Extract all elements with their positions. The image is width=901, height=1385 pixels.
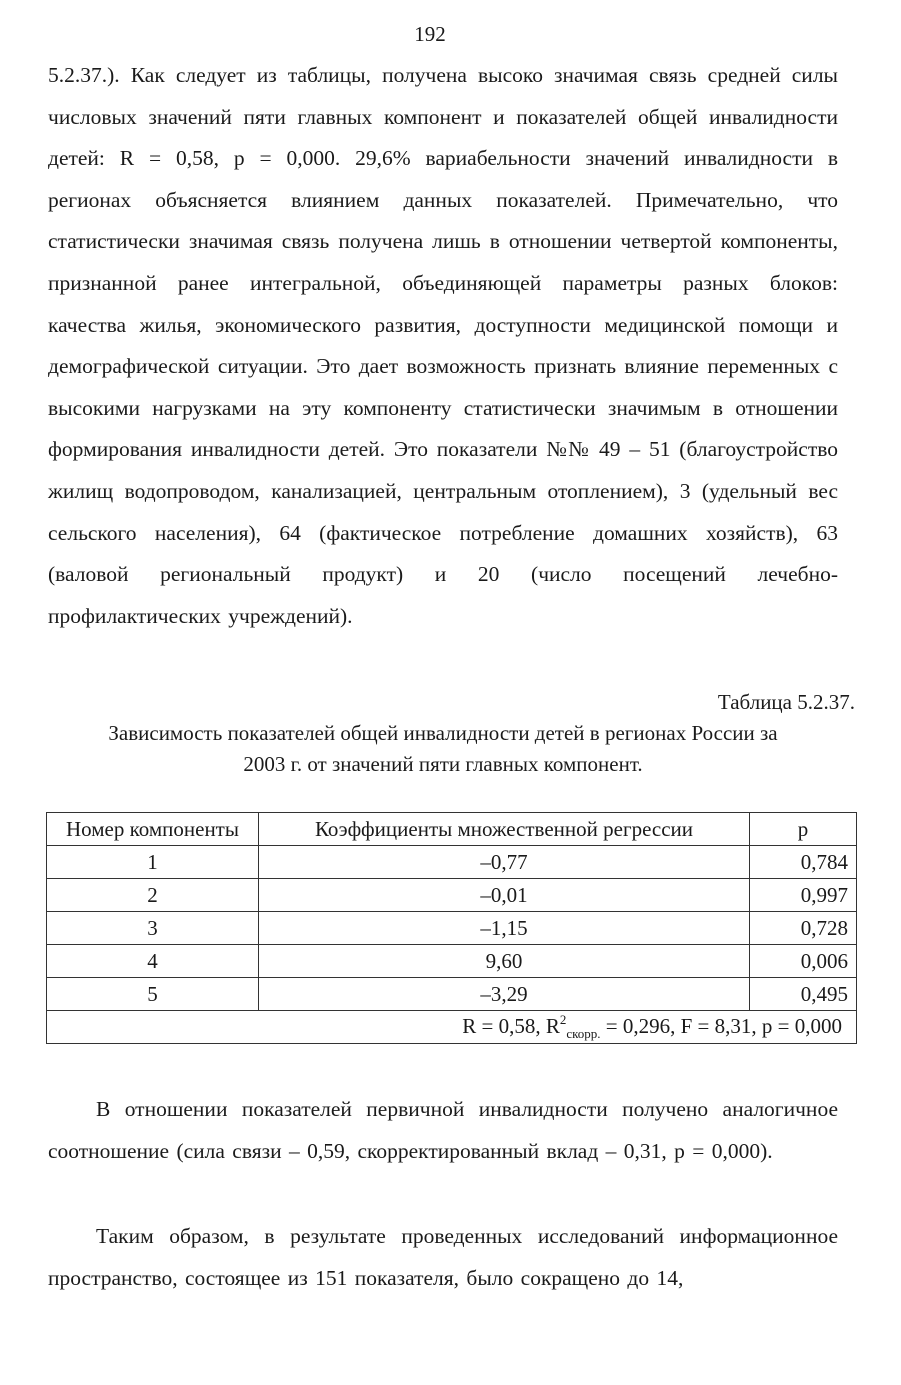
summary-r2-superscript: 2	[559, 1012, 567, 1027]
table-header-row	[47, 813, 857, 846]
table-row	[47, 912, 857, 945]
cell-p: 0,728	[750, 912, 857, 945]
header-coefficients: Коэффициенты множественной регрессии	[259, 813, 750, 846]
table-row	[47, 879, 857, 912]
table-row	[47, 945, 857, 978]
cell-component: 3	[47, 912, 259, 945]
cell-p: 0,784	[750, 846, 857, 879]
cell-component: 4	[47, 945, 259, 978]
table-row	[47, 978, 857, 1011]
header-p: p	[750, 813, 857, 846]
paragraph-intro: 5.2.37.). Как следует из таблицы, получена высоко значимая связь средней силы числовых значений пяти главных компонент и показателей общей инвалидности детей: R = 0,58, p = 0,000. 29,6% вариабельности значений инвалидности в регионах объясняется влиянием данных показателей. Примечательно, что статистически значимая связь получена лишь в отношении четвертой компоненты, признанной ранее интегральной, объединяющей параметры разных блоков: качества жилья, экономического развития, доступности медицинской помощи и демографической ситуации. Это дает возможность признать влияние переменных с высокими нагрузками на эту компоненту статистически значимым в отношении формирования инвалидности детей. Это показатели №№ 49 – 51 (благоустройство жилищ водопроводом, канализацией, центральным отоплением), 3 (удельный вес сельского населения), 64 (фактическое потребление домашних хозяйств), 63 (валовой региональный продукт) и 20 (число посещений лечебно-профилактических учреждений).	[48, 63, 838, 628]
summary-statistics	[47, 1011, 857, 1044]
summary-r: R = 0,58, R	[462, 1014, 560, 1038]
paragraph-primary-disability: В отношении показателей первичной инвалидности получено аналогичное соотношение (сила связи – 0,59, скорректированный вклад – 0,31, p = 0,000).	[48, 1097, 838, 1163]
cell-coefficient: –0,77	[259, 846, 750, 879]
summary-rest: = 0,296, F = 8,31, p = 0,000	[600, 1014, 842, 1038]
header-component: Номер компоненты	[47, 813, 259, 846]
table-title-line1: Зависимость показателей общей инвалидности детей в регионах России за	[108, 721, 778, 745]
table-title-line2: 2003 г. от значений пяти главных компонент.	[243, 752, 643, 776]
cell-coefficient: –0,01	[259, 879, 750, 912]
cell-coefficient: –3,29	[259, 978, 750, 1011]
page-number: 192	[414, 22, 446, 46]
regression-table	[46, 812, 857, 1044]
paragraph-conclusion: Таким образом, в результате проведенных исследований информационное пространство, состоящее из 151 показателя, было сокращено до 14,	[48, 1224, 838, 1290]
cell-p: 0,997	[750, 879, 857, 912]
cell-component: 1	[47, 846, 259, 879]
cell-component: 5	[47, 978, 259, 1011]
cell-p: 0,495	[750, 978, 857, 1011]
cell-coefficient: –1,15	[259, 912, 750, 945]
table-label: Таблица 5.2.37.	[717, 690, 855, 714]
cell-component: 2	[47, 879, 259, 912]
summary-r2-subscript: скорр.	[566, 1026, 601, 1041]
table-row	[47, 846, 857, 879]
cell-p: 0,006	[750, 945, 857, 978]
table-title	[48, 718, 838, 780]
table-summary-row	[47, 1011, 857, 1044]
cell-coefficient: 9,60	[259, 945, 750, 978]
